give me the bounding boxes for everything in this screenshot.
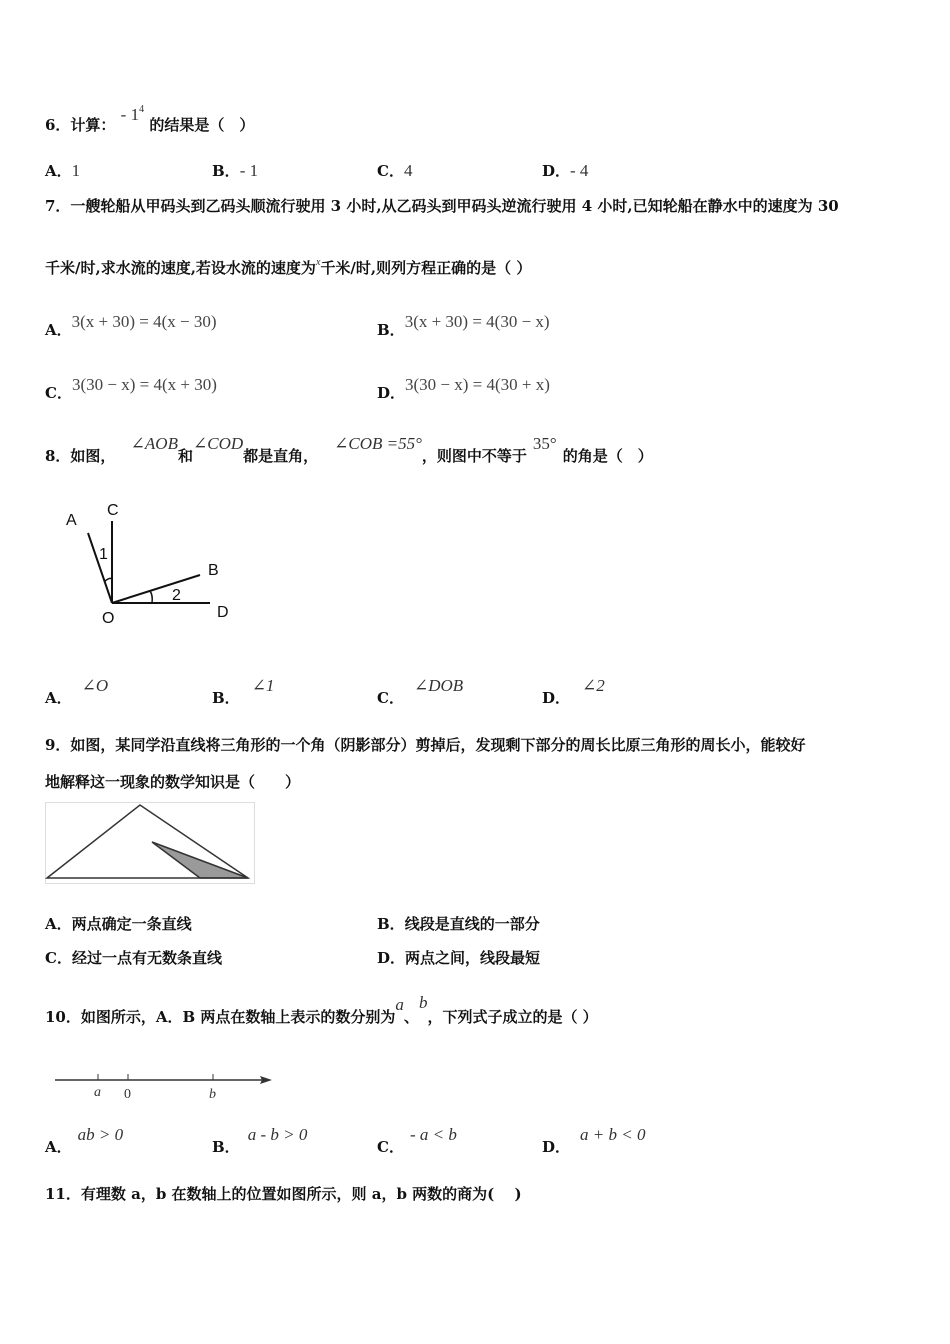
angle-1-arc [105,578,112,581]
option-label: C． [377,162,404,180]
option-value: 3(30 − x) = 4(x + 30) [71,375,217,394]
option-label: C． [45,384,72,402]
option-value: 两点确定一条直线 [71,915,192,933]
q6-number: 6．计算： [45,116,116,134]
option-label: C． [377,1138,404,1156]
option-value: a - b > 0 [247,1125,308,1144]
option-value: - 4 [570,161,589,180]
angle-2-arc [150,591,152,603]
tick-label-zero: 0 [124,1087,131,1102]
ray-oa [88,533,112,603]
q10-option-c [377,1125,457,1156]
angle-2-label: 2 [172,587,181,604]
q8-text-mid: 都是直角， [243,447,319,465]
point-c-label: C [107,502,119,519]
question-8 [45,434,653,465]
q6-option-b [212,162,258,180]
option-label: C． [45,949,72,967]
q7-option-b [377,312,550,339]
q8-angle-cod: ∠COD [192,434,244,453]
q8-and: 和 [177,447,193,465]
option-value: ∠2 [582,676,605,695]
q9-line-2: 地解释这一现象的数学知识是（ ） [45,773,301,791]
option-label: D． [377,384,406,402]
option-value: 两点之间，线段最短 [405,949,541,967]
question-10 [45,993,598,1026]
q7-option-a [45,312,217,339]
option-value: 线段是直线的一部分 [404,915,540,933]
option-label: D． [542,162,571,180]
q6-text: 的结果是（ ） [149,116,255,134]
q7-variable: x [315,257,321,268]
q6-base: - 1 [120,105,140,124]
q10-option-d [542,1125,646,1156]
cut-shaded-corner [152,842,248,878]
q8-angle-cob: ∠COB =55° [334,434,422,453]
q8-option-d [542,676,605,707]
q7-option-c [45,375,217,402]
q7-text-a: 千米/时,求水流的速度,若设水流的速度为 [45,259,316,277]
q6-expression [121,105,144,124]
q10-var-b: b [418,993,428,1012]
q8-text-end: 的角是（ ） [562,447,653,465]
option-value: ∠1 [251,676,275,695]
q9-option-a [45,915,192,933]
option-label: B． [212,162,240,180]
option-value: - a < b [409,1125,457,1144]
q9-option-b [377,915,540,933]
tick-label-b: b [209,1087,216,1102]
q9-option-d [377,949,540,967]
point-d-label: D [217,604,229,621]
question-6 [45,104,255,137]
option-label: B． [212,689,240,707]
q6-option-d [542,162,588,180]
q7-line-2 [45,259,531,280]
q8-option-a [45,676,109,707]
question-11: 11．有理数 a，b 在数轴上的位置如图所示，则 a，b 两数的商为( ) [45,1185,522,1203]
option-label: B． [377,321,405,339]
q10-option-a [45,1125,124,1156]
point-o-label: O [102,610,115,627]
angle-1-label: 1 [99,546,108,563]
option-label: B． [212,1138,240,1156]
option-label: A． [45,915,72,933]
q6-option-a [45,162,80,180]
q10-text-a: 10．如图所示，A．B 两点在数轴上表示的数分别为 [45,1008,396,1026]
q10-option-b [212,1125,308,1156]
q10-sep: 、 [403,1008,419,1026]
option-label: A． [45,321,72,339]
q10-number-line [50,1068,280,1104]
q8-text-mid2: ，则图中不等于 [421,447,527,465]
ray-ob [112,575,200,603]
q8-angle-figure [50,495,250,635]
option-label: A． [45,162,72,180]
option-value: ab > 0 [77,1125,124,1144]
q8-number: 8．如图， [45,447,116,465]
option-value: ∠O [81,676,109,695]
q9-option-c [45,949,222,967]
q9-line-1: 9．如图，某同学沿直线将三角形的一个角（阴影部分）剪掉后，发现剩下部分的周长比原三角形的周长小，能较好 [45,736,806,754]
option-label: A． [45,689,72,707]
option-label: C． [377,689,404,707]
option-value: - 1 [239,161,259,180]
point-a-label: A [66,512,77,529]
q7-option-d [377,375,550,402]
point-b-label: B [208,562,219,579]
option-value: 3(x + 30) = 4(30 − x) [404,312,550,331]
option-label: D． [542,689,571,707]
option-label: A． [45,1138,72,1156]
q8-value-35: 35° [532,434,557,453]
q8-option-c [377,676,464,707]
q10-text-b: ，下列式子成立的是（ ） [427,1008,598,1026]
option-value: 1 [71,161,81,180]
option-label: D． [542,1138,571,1156]
q6-exponent: 4 [139,104,145,115]
option-value: a + b < 0 [580,1125,646,1144]
q10-var-a: a [395,995,404,1014]
option-value: 3(x + 30) = 4(x − 30) [71,312,217,331]
option-label: B． [377,915,405,933]
q7-line-1: 7．一艘轮船从甲码头到乙码头顺流行驶用 3 小时,从乙码头到甲码头逆流行驶用 4 小时,已知轮船在静水中的速度为 30 [45,197,839,215]
q6-option-c [377,162,412,180]
option-value: 4 [403,161,413,180]
q8-angle-aob: ∠AOB [130,434,178,453]
option-label: D． [377,949,406,967]
tick-label-a: a [94,1085,101,1100]
option-value: ∠DOB [413,676,464,695]
option-value: 经过一点有无数条直线 [71,949,222,967]
q9-triangle-figure [45,802,257,886]
q7-text-b: 千米/时,则列方程正确的是（ ） [320,259,532,277]
option-value: 3(30 − x) = 4(30 + x) [405,375,550,394]
q8-option-b [212,676,275,707]
